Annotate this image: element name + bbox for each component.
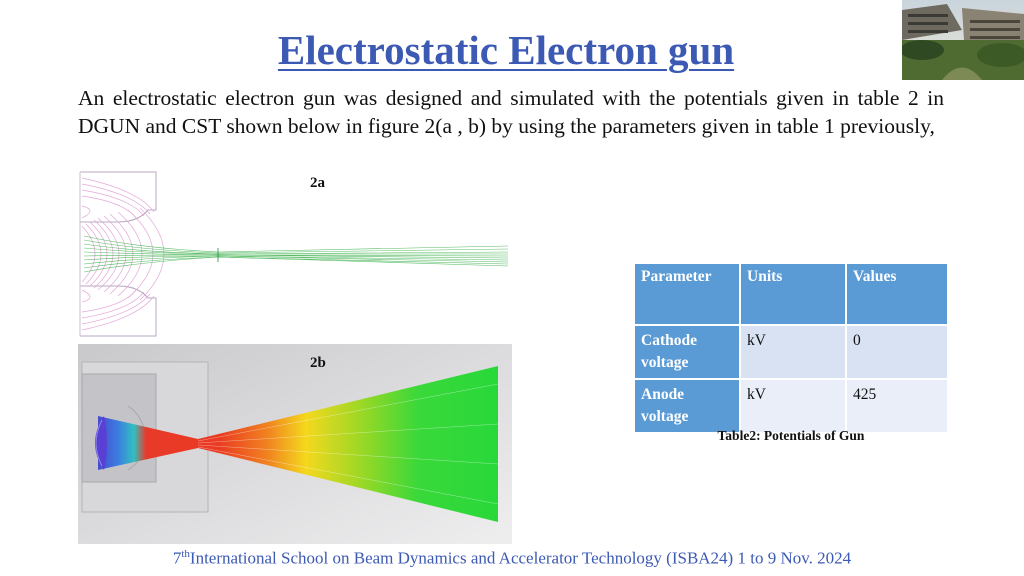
slide-title: Electrostatic Electron gun [277, 27, 735, 73]
figure-2b-label: 2b [310, 355, 326, 371]
header-units: Units [740, 263, 846, 325]
footer-conference [0, 548, 1024, 569]
cell-value: 0 [846, 325, 948, 379]
table-row [634, 325, 948, 379]
table-row [634, 379, 948, 433]
cell-units: kV [740, 325, 846, 379]
footer-ordinal-suffix: th [181, 548, 190, 560]
table-header-row [634, 263, 948, 325]
cell-parameter: Anode voltage [634, 379, 740, 433]
cell-value: 425 [846, 379, 948, 433]
table-caption: Table2: Potentials of Gun [717, 428, 865, 443]
figure-2b-cst-simulation [78, 344, 512, 544]
header-values: Values [846, 263, 948, 325]
figure-2a-label: 2a [310, 175, 325, 191]
footer-ordinal: 7 [172, 548, 182, 568]
footer-text: International School on Beam Dynamics and Accelerator Technology (ISBA24) 1 to 9 Nov. 2024 [189, 548, 852, 568]
body-paragraph: An electrostatic electron gun was designed and simulated with the potentials given in table 2 in DGUN and CST shown below in figure 2(a , b) by using the parameters given in table 1 previously, [78, 86, 944, 138]
potentials-table [633, 262, 949, 434]
header-parameter: Parameter [634, 263, 740, 325]
figure-2a-dgun-simulation [78, 170, 508, 338]
cell-parameter: Cathode voltage [634, 325, 740, 379]
cell-units: kV [740, 379, 846, 433]
campus-photo [902, 0, 1024, 80]
